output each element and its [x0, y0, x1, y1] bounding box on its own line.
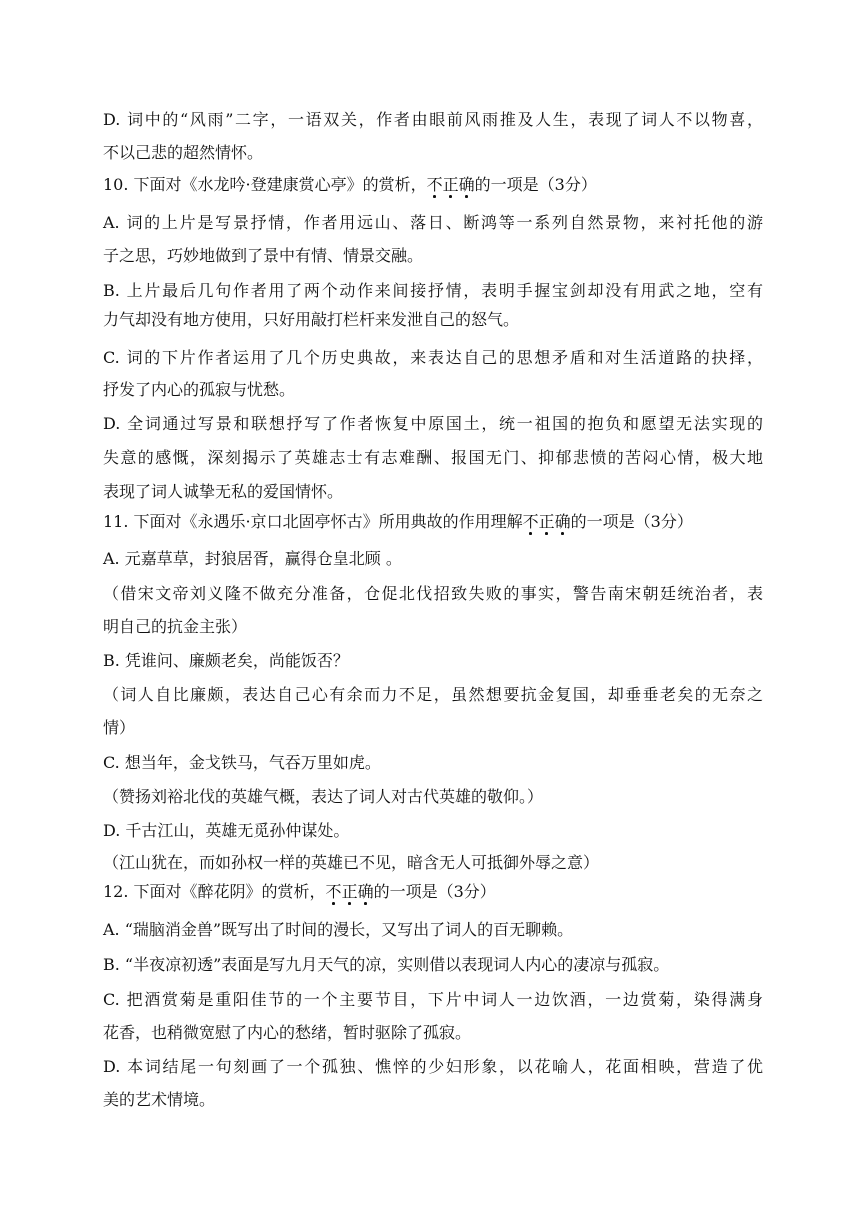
q11-option-d: D. 千古江山，英雄无觅孙仲谋处。: [103, 821, 350, 840]
emphasis-char: 不: [426, 175, 443, 194]
q11-option-c-note: （赞扬刘裕北伐的英雄气概，表达了词人对古代英雄的敬仰。）: [103, 787, 544, 806]
q10-option-c-line-1: C. 词的下片作者运用了几个历史典故，来表达自己的思想矛盾和对生活道路的抉择，: [103, 348, 763, 367]
q10-option-c-line-2: 抒发了内心的孤寂与忧愁。: [103, 380, 296, 399]
emphasis-char: 确: [357, 882, 374, 901]
q12-option-b: B. “半夜凉初透”表面是写九月天气的凉，实则借以表现词人内心的凄凉与孤寂。: [103, 955, 670, 974]
emphasis-char: 不: [522, 512, 539, 531]
question-10-text-end: 的一项是（3分）: [474, 175, 597, 194]
q10-option-d-line-3: 表现了词人诚挚无私的爱国情怀。: [103, 482, 344, 501]
q11-option-a: A. 元嘉草草，封狼居胥，赢得仓皇北顾 。: [103, 549, 402, 568]
emphasis-char: 确: [554, 512, 571, 531]
question-11-text-end: 的一项是（3分）: [570, 512, 693, 531]
q12-option-a: A. “瑞脑消金兽”既写出了时间的漫长，又写出了词人的百无聊赖。: [103, 920, 574, 939]
emphasis-char: 正: [538, 512, 555, 531]
question-12-text: 12. 下面对《醉花阴》的赏析，: [103, 882, 326, 901]
emphasis-char: 正: [442, 175, 459, 194]
q11-option-a-note-line-2: 明自己的抗金主张）: [103, 617, 248, 636]
q10-option-a-line-2: 子之思，巧妙地做到了景中有情、情景交融。: [103, 246, 424, 265]
q11-option-a-note-line-1: （借宋文帝刘义隆不做充分准备，仓促北伐招致失败的事实，警告南宋朝廷统治者，表: [103, 584, 763, 603]
q11-option-c: C. 想当年，金戈铁马，气吞万里如虎。: [103, 753, 381, 772]
q10-option-b-line-2: 力气却没有地方使用，只好用敲打栏杆来发泄自己的怒气。: [103, 310, 520, 329]
emphasis-char: 确: [458, 175, 475, 194]
q10-option-b-line-1: B. 上片最后几句作者用了两个动作来间接抒情，表明手握宝剑却没有用武之地，空有: [103, 281, 763, 300]
q12-option-d-line-1: D. 本词结尾一句刻画了一个孤独、憔悴的少妇形象，以花喻人，花面相映，营造了优: [103, 1057, 763, 1076]
question-12-text-end: 的一项是（3分）: [373, 882, 496, 901]
q11-option-b-note-line-1: （词人自比廉颇，表达自己心有余而力不足，虽然想要抗金复国，却垂垂老矣的无奈之: [103, 685, 763, 704]
question-12-stem: [103, 882, 763, 902]
question-10-stem: [103, 175, 763, 195]
q12-option-c-line-1: C. 把酒赏菊是重阳佳节的一个主要节目，下片中词人一边饮酒，一边赏菊，染得满身: [103, 990, 763, 1009]
q11-option-d-note: （江山犹在，而如孙权一样的英雄已不见，暗含无人可抵御外辱之意）: [103, 853, 600, 872]
q11-option-b: B. 凭谁问、廉颇老矣，尚能饭否？: [103, 651, 349, 670]
option-d-line-2: 不以己悲的超然情怀。: [103, 143, 264, 162]
emphasis-char: 不: [325, 882, 342, 901]
q10-option-d-line-2: 失意的感慨，深刻揭示了英雄志士有志难酬、报国无门、抑郁悲愤的苦闷心情，极大地: [103, 448, 763, 467]
option-d-line-1: D. 词中的“风雨”二字，一语双关，作者由眼前风雨推及人生，表现了词人不以物喜，: [103, 110, 763, 129]
q12-option-d-line-2: 美的艺术情境。: [103, 1090, 216, 1109]
question-11-text: 11. 下面对《永遇乐·京口北固亭怀古》所用典故的作用理解: [103, 512, 523, 531]
question-11-stem: [103, 512, 763, 532]
q11-option-b-note-line-2: 情）: [103, 718, 136, 737]
question-10-text: 10. 下面对《水龙吟·登建康赏心亭》的赏析，: [103, 175, 427, 194]
q12-option-c-line-2: 花香，也稍微宽慰了内心的愁绪，暂时驱除了孤寂。: [103, 1023, 472, 1042]
q10-option-a-line-1: A. 词的上片是写景抒情，作者用远山、落日、断鸿等一系列自然景物，来衬托他的游: [103, 213, 763, 232]
q10-option-d-line-1: D. 全词通过写景和联想抒写了作者恢复中原国土，统一祖国的抱负和愿望无法实现的: [103, 414, 763, 433]
emphasis-char: 正: [341, 882, 358, 901]
